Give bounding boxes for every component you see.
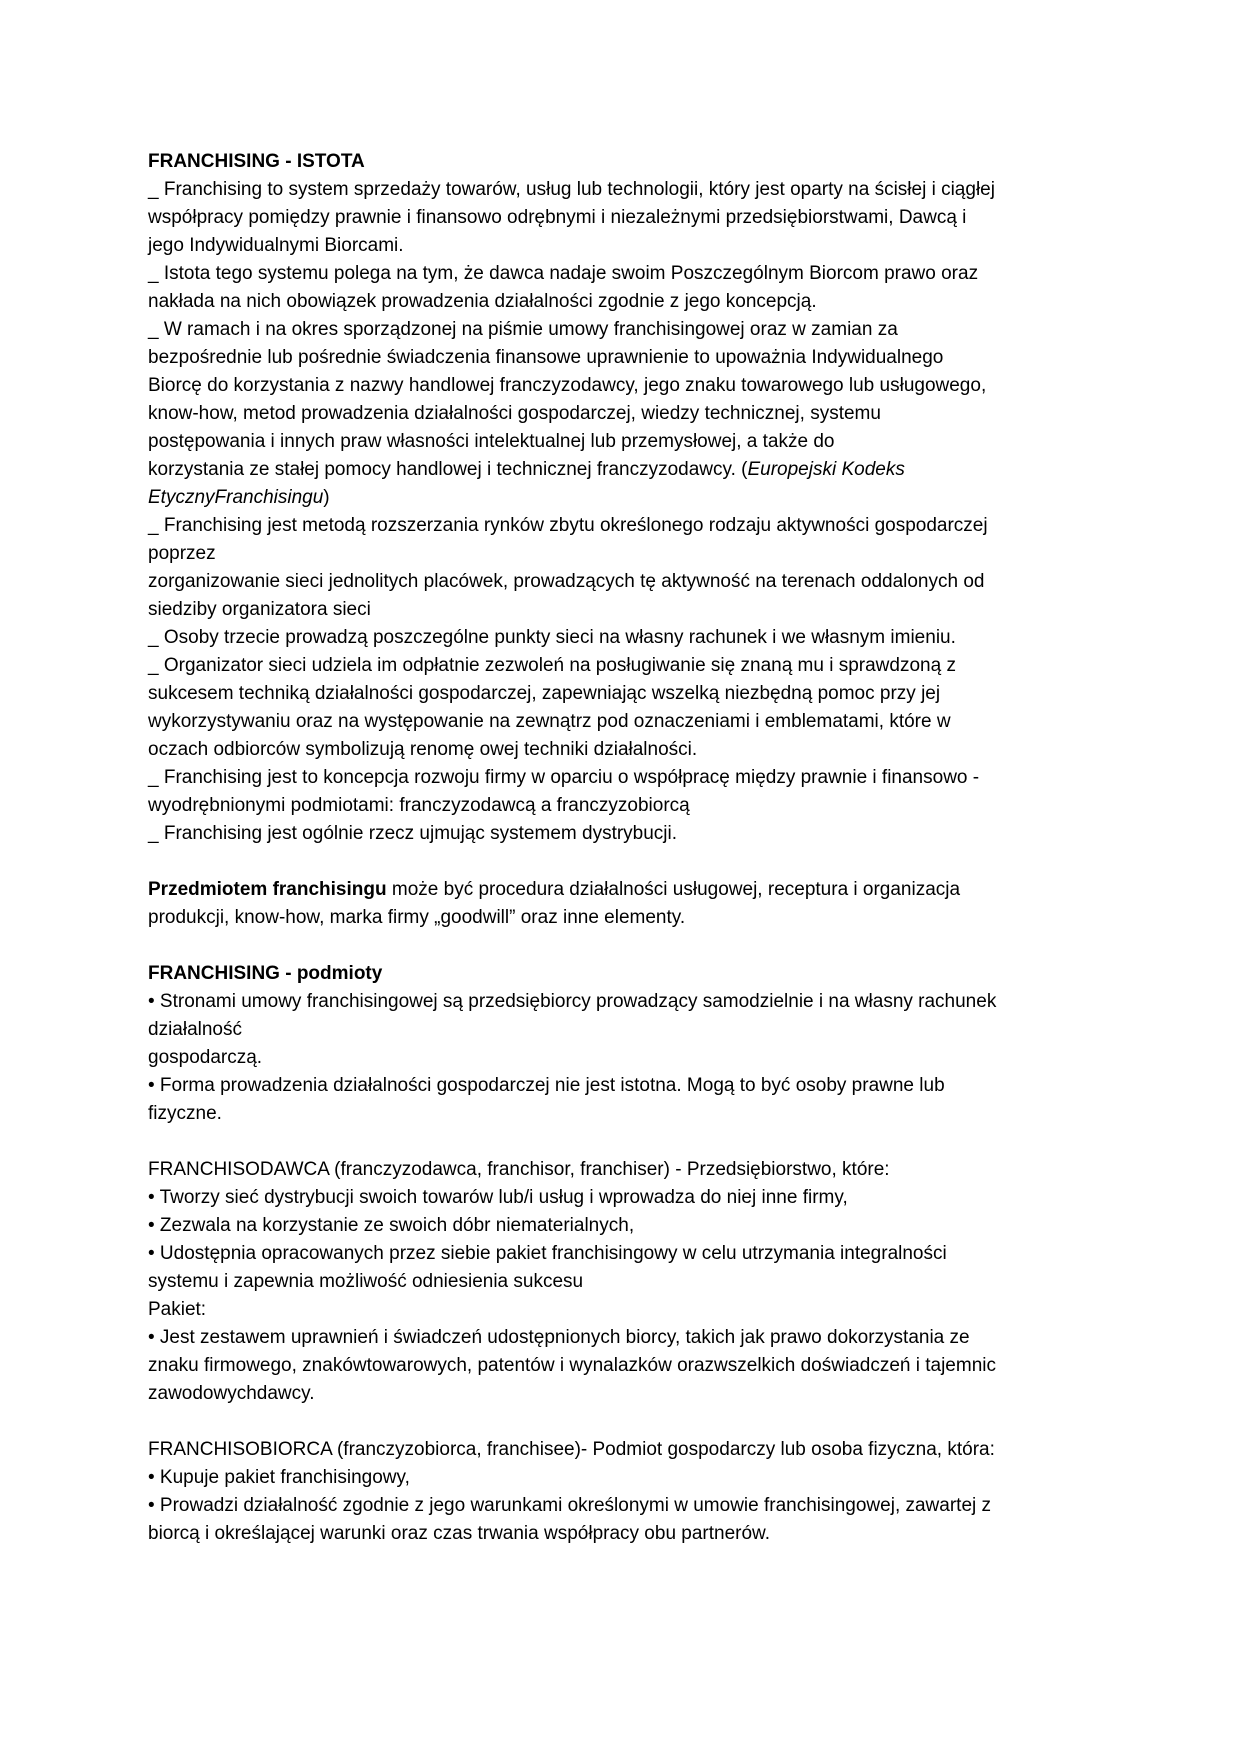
paragraph-line: zawodowychdawcy. xyxy=(148,1383,315,1404)
paragraph-line-with-reference xyxy=(148,456,1108,484)
paragraph-line: biorcą i określającej warunki oraz czas trwania współpracy obu partnerów. xyxy=(148,1523,771,1544)
paragraph-line: poprzez xyxy=(148,543,216,564)
reference-italic: Europejski Kodeks xyxy=(747,459,905,480)
bullet-line: • Tworzy sieć dystrybucji swoich towarów lub/i usług i wprowadza do niej inne firmy, xyxy=(148,1187,848,1208)
przedmiot-bold-lead: Przedmiotem franchisingu xyxy=(148,879,387,900)
paragraph-line: Pakiet: xyxy=(148,1299,207,1320)
paragraph-line: _ Franchising to system sprzedaży towarów, usług lub technologii, który jest oparty na ścisłej i ciągłej xyxy=(148,179,995,200)
section-heading-istota: FRANCHISING - ISTOTA xyxy=(148,151,365,172)
paragraph-line: _ Franchising jest metodą rozszerzania rynków zbytu określonego rodzaju aktywności gospodarczej xyxy=(148,515,988,536)
paragraph-line: oczach odbiorców symbolizują renomę owej techniki działalności. xyxy=(148,739,698,760)
bullet-line: • Zezwala na korzystanie ze swoich dóbr niematerialnych, xyxy=(148,1215,635,1236)
paragraph-line: systemu i zapewnia możliwość odniesienia sukcesu xyxy=(148,1271,584,1292)
paragraph-line: postępowania i innych praw własności intelektualnej lub przemysłowej, a także do xyxy=(148,431,835,452)
paragraph-line: zorganizowanie sieci jednolitych placówek, prowadzących tę aktywność na terenach oddalonych od xyxy=(148,571,985,592)
paragraph-line: znaku firmowego, znakówtowarowych, patentów i wynalazków orazwszelkich doświadczeń i tajemnic xyxy=(148,1355,996,1376)
document-page xyxy=(148,148,1108,1548)
franchisodawca-heading: FRANCHISODAWCA (franczyzodawca, franchisor, franchiser) - Przedsiębiorstwo, które: xyxy=(148,1159,890,1180)
paragraph-line: nakłada na nich obowiązek prowadzenia działalności zgodnie z jego koncepcją. xyxy=(148,291,817,312)
paragraph-line: know-how, metod prowadzenia działalności gospodarczej, wiedzy technicznej, systemu xyxy=(148,403,881,424)
spacer xyxy=(148,1128,1108,1156)
paragraph-line: _ Organizator sieci udziela im odpłatnie zezwoleń na posługiwanie się znaną mu i sprawdzoną z xyxy=(148,655,956,676)
bullet-line: • Prowadzi działalność zgodnie z jego warunkami określonymi w umowie franchisingowej, zawartej z xyxy=(148,1495,992,1516)
paragraph-line: działalność xyxy=(148,1019,242,1040)
przedmiot-line xyxy=(148,876,1108,904)
paragraph-line: produkcji, know-how, marka firmy „goodwill” oraz inne elementy. xyxy=(148,907,686,928)
spacer xyxy=(148,848,1108,876)
reference-line xyxy=(148,484,1108,512)
paragraph-line: _ W ramach i na okres sporządzonej na piśmie umowy franchisingowej oraz w zamian za xyxy=(148,319,898,340)
przedmiot-text: może być procedura działalności usługowej, receptura i organizacja xyxy=(386,879,961,900)
spacer xyxy=(148,932,1108,960)
paragraph-line: siedziby organizatora sieci xyxy=(148,599,371,620)
bullet-line: • Stronami umowy franchisingowej są przedsiębiorcy prowadzący samodzielnie i na własny rachunek xyxy=(148,991,997,1012)
spacer xyxy=(148,1408,1108,1436)
bullet-line: • Jest zestawem uprawnień i świadczeń udostępnionych biorcy, takich jak prawo dokorzystania ze xyxy=(148,1327,970,1348)
reference-close: ) xyxy=(323,487,330,508)
paragraph-line: współpracy pomiędzy prawnie i finansowo odrębnymi i niezależnymi przedsiębiorstwami, Dawcą i xyxy=(148,207,967,228)
paragraph-line: _ Istota tego systemu polega na tym, że dawca nadaje swoim Poszczególnym Biorcom prawo oraz xyxy=(148,263,979,284)
paragraph-line: sukcesem techniką działalności gospodarczej, zapewniając wszelką niezbędną pomoc przy jej xyxy=(148,683,941,704)
bullet-line: • Forma prowadzenia działalności gospodarczej nie jest istotna. Mogą to być osoby prawne lub xyxy=(148,1075,945,1096)
bullet-line: • Udostępnia opracowanych przez siebie pakiet franchisingowy w celu utrzymania integralności xyxy=(148,1243,947,1264)
paragraph-line: fizyczne. xyxy=(148,1103,222,1124)
paragraph-line: bezpośrednie lub pośrednie świadczenia finansowe uprawnienie to upoważnia Indywidualnego xyxy=(148,347,944,368)
reference-italic: EtycznyFranchisingu xyxy=(148,487,324,508)
paragraph-line: wykorzystywaniu oraz na występowanie na zewnątrz pod oznaczeniami i emblematami, które w xyxy=(148,711,951,732)
paragraph-line: jego Indywidualnymi Biorcami. xyxy=(148,235,404,256)
paragraph-text: korzystania ze stałej pomocy handlowej i technicznej franczyzodawcy. ( xyxy=(148,459,748,480)
paragraph-line: _ Franchising jest to koncepcja rozwoju firmy w oparciu o współpracę między prawnie i finansowo - xyxy=(148,767,980,788)
section-heading-podmioty: FRANCHISING - podmioty xyxy=(148,963,383,984)
paragraph-line: _ Franchising jest ogólnie rzecz ujmując systemem dystrybucji. xyxy=(148,823,678,844)
paragraph-line: Biorcę do korzystania z nazwy handlowej franczyzodawcy, jego znaku towarowego lub usługowego, xyxy=(148,375,987,396)
franchisobiorca-heading: FRANCHISOBIORCA (franczyzobiorca, franchisee)- Podmiot gospodarczy lub osoba fizyczna, która: xyxy=(148,1439,995,1460)
paragraph-line: wyodrębnionymi podmiotami: franczyzodawcą a franczyzobiorcą xyxy=(148,795,690,816)
paragraph-line: gospodarczą. xyxy=(148,1047,263,1068)
paragraph-line: _ Osoby trzecie prowadzą poszczególne punkty sieci na własny rachunek i we własnym imieniu. xyxy=(148,627,956,648)
bullet-line: • Kupuje pakiet franchisingowy, xyxy=(148,1467,410,1488)
